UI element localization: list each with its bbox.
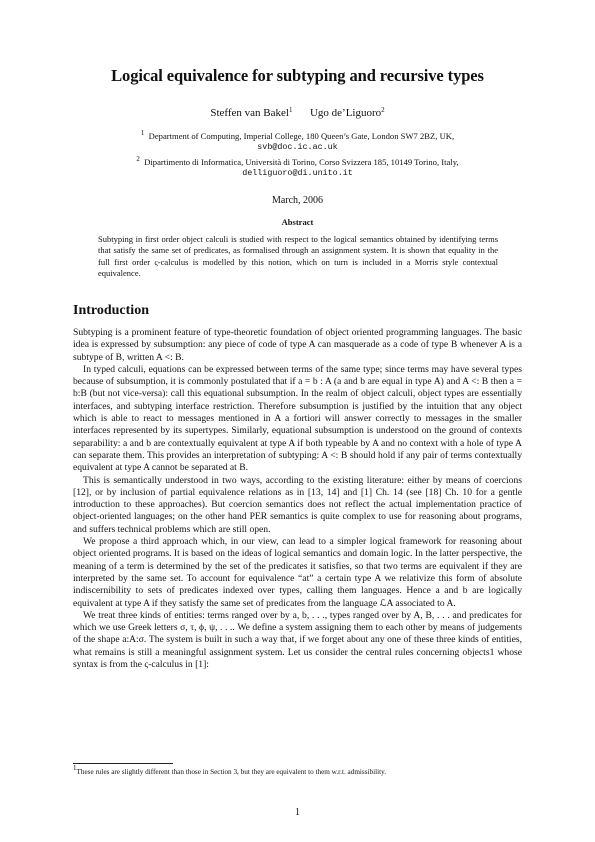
section-heading: Introduction — [73, 303, 149, 318]
affiliation-text: Dipartimento di Informatica, Università di Torino, Corso Svizzera 185, 10149 Torino, Italy, — [144, 157, 459, 167]
paragraph: We treat three kinds of entities: terms ranged over by a, b, . . ., types ranged over by A, B, . . . and predicates for which we use Greek letters σ, τ, ϕ, ψ, . . .. We define a system assigning them to each other by means of judgements of the shape a:A:σ. The system is built in such a way that, if we forget about any one of these three kinds of entities, what remains is still a meaningful assignment system. Let us consider the central rules concerning objects1 whose syntax is from the ς-calculus in [1]: — [73, 609, 522, 671]
affiliation-email[interactable]: svb@doc.ic.ac.uk — [257, 142, 338, 152]
footnote-text: These rules are slightly different than those in Section 3, but they are equivalent to them w.r.t. admissibility. — [76, 768, 387, 776]
affiliation-text: Department of Computing, Imperial College, 180 Queen’s Gate, London SW7 2BZ, UK, — [148, 131, 455, 141]
author-mark: 2 — [381, 106, 385, 114]
abstract-text: Subtyping in first order object calculi is studied with respect to the logical semantics obtained by identifying terms that satisfy the same set of predicates, as formalised through an assignment system. It is shown that equality in the full first order ς-calculus is modelled by this notion, which on turn is included in a Morris style contextual equivalence. — [98, 234, 498, 279]
affiliation-email[interactable]: delliguoro@di.unito.it — [242, 168, 353, 178]
paragraph: Subtyping is a prominent feature of type-theoretic foundation of object oriented programming languages. The basic idea is expressed by subsumption: any piece of code of type A can masquerade as a code of type B whenever A is a subtype of B, written A <: B. — [73, 327, 522, 363]
affiliation-mark: 1 — [140, 129, 145, 137]
author-mark: 1 — [288, 106, 293, 114]
affiliation — [90, 131, 505, 153]
page-number: 1 — [295, 807, 300, 818]
footnote — [73, 764, 522, 777]
affiliation-mark: 2 — [136, 155, 140, 163]
paragraph: This is semantically understood in two ways, according to the existing literature: either by means of coercions [12], or by inclusion of partial equivalence relations as in [13, 14] and [1] Ch. 14 (see [18] Ch. 10 for a gentle introduction to these approaches). But coercion semantics does not reflect the actual implementation practice of object-oriented languages; on the other hand PER semantics is quite complex to use for reasoning about programs, and suffers technical problems which are still open. — [73, 474, 522, 535]
paper-title: Logical equivalence for subtyping and recursive types — [111, 66, 484, 85]
paper-date: March, 2006 — [271, 195, 324, 206]
author-name: Ugo de’Liguoro — [309, 107, 382, 119]
abstract-heading: Abstract — [281, 217, 314, 227]
footnote-mark: 1 — [73, 764, 77, 772]
affiliation — [90, 157, 505, 179]
body-text — [73, 327, 522, 671]
paragraph: We propose a third approach which, in our view, can lead to a simpler logical framework for reasoning about object oriented programs. It is based on the ideas of logical semantics and domain logic. In the latter perspective, the meaning of a term is determined by the set of the predicates it satisfies, so that two terms are equivalent if they are interpreted by the same set. To account for equivalence “at” a certain type A we relativize this form of absolute indiscernibility to sets of predicates indexed over types, calling them languages. Hence a and b are logically equivalent at type A if they satisfy the same set of predicates from the language ℒA associated to A. — [73, 536, 522, 609]
paragraph: In typed calculi, equations can be expressed between terms of the same type; since terms may have several types because of subsumption, it is commonly postulated that if a = b : A (a and b are equal in type A) and A <: B then a = b:B (but not vice-versa): call this equational subsumption. In the realm of object calculi, object types are essentially interfaces, and subtyping interface restriction. Therefore subsumption is justified by the intuition that any object which is able to react to messages mentioned in A a fortiori will answer correctly to messages in the smaller interfaces represented by its supertypes. Similarly, equational subsumption is understood on the ground of contexts separability: a and b are contextually equivalent at type A if both typeable by A and no context with a hole of type A can separate them. This provides an interpretation of subtyping: A <: B should hold if any pair of terms contextually equivalent at type A cannot be separated at B. — [73, 363, 522, 474]
footnote-rule — [73, 763, 173, 764]
author-line — [0, 106, 595, 120]
author-name: Steffen van Bakel — [210, 107, 289, 119]
